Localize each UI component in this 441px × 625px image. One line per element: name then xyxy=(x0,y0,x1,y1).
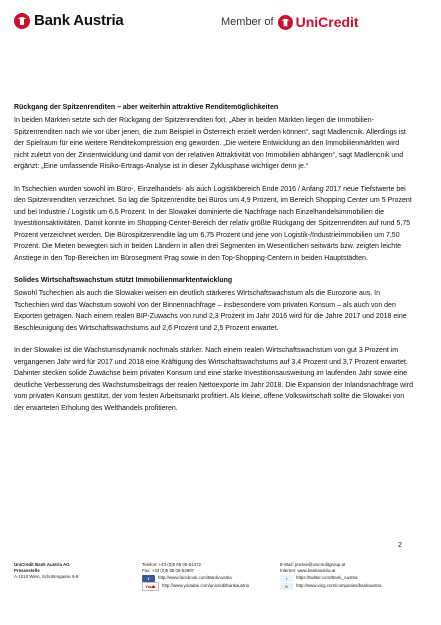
youtube-link[interactable]: http://www.youtube.com/unicreditbankaustria xyxy=(162,583,250,589)
footer-street: A-1010 Wien, Schottengasse 6-8 xyxy=(14,574,79,580)
footer-online xyxy=(280,562,381,590)
group-name: UniCredit xyxy=(295,14,359,30)
footer-contact xyxy=(142,562,249,590)
letterhead xyxy=(14,12,427,40)
footer-phone: Telefon: +43 (0)5 05 05-51472 xyxy=(142,562,201,567)
page-footer xyxy=(14,562,427,622)
footer-fax: Fax: +43 (0)5 05 05-52807 xyxy=(142,568,195,574)
twitter-link[interactable]: https://twitter.com/Bank_Austria xyxy=(296,575,358,581)
xing-link[interactable]: http://www.xing.com/companies/bankaustria xyxy=(296,583,382,589)
unicredit-emblem-icon xyxy=(14,13,30,29)
footer-twitter[interactable] xyxy=(280,574,381,582)
member-of-unicredit xyxy=(221,14,359,30)
footer-email[interactable]: E-Mail: presse@unicreditgroup.at xyxy=(280,562,346,567)
footer-address xyxy=(14,562,78,581)
bank-name: Bank Austria xyxy=(34,12,124,29)
footer-xing[interactable] xyxy=(280,582,381,590)
xing-icon: X xyxy=(280,583,293,590)
youtube-icon: You▶ xyxy=(142,582,159,591)
facebook-link[interactable]: http://www.facebook.com/BankAustria xyxy=(158,575,232,581)
section-heading: Solides Wirtschaftswachstum stützt Immobilienmarktentwicklung xyxy=(14,277,233,284)
page-number: 2 xyxy=(398,542,402,549)
footer-department: Pressestelle xyxy=(14,568,40,574)
bank-austria-logo xyxy=(14,12,124,29)
paragraph: In der Slowakei ist die Wachstumsdynamik nochmals stärker. Nach einem realen Wirtschaftswachstum von gut 3 Prozent im vergangenen Jahr wird für 2017 und 2018 eine Kräftigung des Wirtschaftswachstums auf 3,4 Prozent und 3,7 Prozent erwartet. Dahinter stecken solide Zuwächse beim privaten Konsum und eine starke Investitionsausweitung im laufenden Jahr sowie eine deutliche Verbesserung des Wachstumsbeitrags der realen Nettoexporte im Jahr 2018. Die Expansion der Inlandsnachfrage wird vom privaten Konsum gestützt, der vom festen Arbeitsmarkt profitiert. Als kleine, offene Volkswirtschaft sollte die Slowakei von der erwarteten Erholung des Welthandels profitieren. xyxy=(14,347,413,412)
footer-internet[interactable]: Internet: www.bankaustria.at xyxy=(280,568,336,574)
twitter-icon: t xyxy=(280,575,293,582)
facebook-icon: f xyxy=(142,575,155,582)
footer-company: UniCredit Bank Austria AG xyxy=(14,562,70,567)
unicredit-emblem-icon xyxy=(278,15,293,30)
paragraph: In Tschechien wurden sowohl im Büro-, Einzelhandels- als auch Logistikbereich Ende 2016 / Anfang 2017 neue Tiefstwerte bei den Spitzenrenditen verzeichnet. So lag die Spitzenrendite bei Büros um 4,9 Prozent, im Bereich Shopping Center um 5 Prozent und bei Industrie / Logistik um 6,5 Prozent. In der Slowakei dominierte die Nachfrage nach Einzelhandelsimmobilien die Investitionsaktivitäten. Damit konnte im Shopping-Center-Bereich der relativ größte Rückgang der Spitzenrenditen auf rund 5,75 Prozent verzeichnet werden. Die Bürospitzenrendite lag um 6,75 Prozent und jene von Logistik-/Industrieimmobilien um 7,50 Prozent. Die Mieten bewegten sich in beiden Ländern in allen drei Segmenten im Wesentlichen seitwärts bzw. zeigten leichte Anstiege in den Top-Bereichen im Bürosegment Prag sowie in den Top-Shopping-Centern in beiden Hauptstädten. xyxy=(14,185,412,262)
paragraph: In beiden Märkten setzte sich der Rückgang der Spitzenrenditen fort. „Aber in beiden Märkten liegen die Immobilien-Spitzenrenditen nach wie vor über jenen, die zum Beispiel in Österreich erzielt werden können“, sagt Madlencnik. Allerdings ist der Spielraum für eine weitere Renditekompression eng geworden. „Die weitere Entwicklung an den Immobilienmärkten wird nicht zuletzt von der Zinsentwicklung und damit von der relativen Attraktivität von Immobilien abhängen“, sagt Madlencnik und ergänzt: „Eine umfassende Risiko-Ertrags-Analyse ist in dieser Zyklusphase wichtiger denn je.“ xyxy=(14,117,406,170)
document-body xyxy=(14,102,414,425)
footer-youtube[interactable] xyxy=(142,582,249,590)
section-heading: Rückgang der Spitzenrenditen – aber weiterhin attraktive Renditemöglichkeiten xyxy=(14,104,279,111)
paragraph: Sowohl Tschechien als auch die Slowakei weisen ein deutlich stärkeres Wirtschaftswachstum als die Eurozone aus. In Tschechien wird das Wachstum sowohl von der Binnennachfrage – insbesondere vom privaten Konsum – als auch von den Exporten getragen. Nach einem realen BIP-Zuwachs von rund 2,3 Prozent im Jahr 2016 wird für die Jahre 2017 und 2018 eine Beschleunigung des Wirtschaftswachstums auf 2,6 Prozent und 2,5 Prozent erwartet. xyxy=(14,290,407,332)
member-of-label: Member of xyxy=(221,16,274,28)
